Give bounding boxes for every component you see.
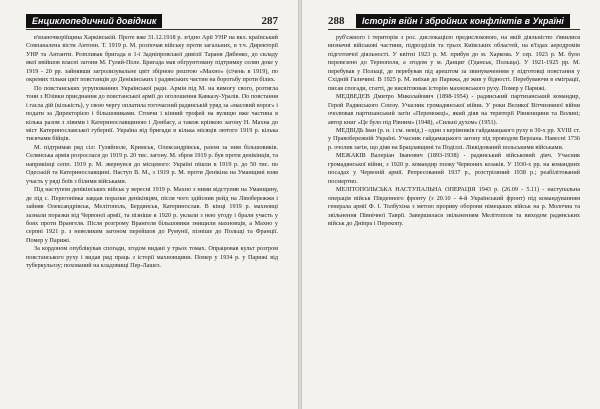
left-paragraph: Під наступом денікінських військ у вересні 1919 р. Махно з ними відступив на Уманщину, де під с. Перегонівка завдав поразки денікінцям, після чого здійснив рейд на Лівобережжя і зайняв Олександрівськ, Мелітополь, Бердянськ, Катеринослав. В кінці 1919 р. махновці зазнали поразки від Червоної армії, та пізніше в 1920 р. уклали з нею угоду і брали участь у боях проти Врангеля. Після розгрому Врангеля більшовики знищили махновців, а Махно у серпні 1921 р. з невеликим загоном перейшов до Румунії, пізніше до Польщі та Франції. Помер у Парижі. <box>26 186 278 244</box>
right-paragraph: руб'єжного і територія з рос. дислокацією предислоковою, на якій діяльністю з'явилися визначні військові частини, підрозділів та трьох Київських областей, на в'їздах аеродромів підготовчої діяльності. У квітні 1923 р. М. прибув до м. Харкова. У сер. 1923 р. М. було перевезено до Тернополя, а згодом у м. Данциг (Гданськ, Польща). У 1921-1925 рр. М. перебував у Польщі, де перебував під арештом за звинуваченням у підготовці повстання у Східній Галичині. В 1925 р. М. виїхав до Парижа, де жив у бідності. Перебуваючи в еміграції, писав спогади, статті, де висвітлював історію махновського руху. Помер у Парижі. <box>328 34 580 92</box>
left-body-text <box>26 34 278 403</box>
right-page <box>302 0 600 409</box>
right-page-number: 288 <box>328 15 345 27</box>
right-running-title: Історія війн і збройних конфліктів в Україні <box>356 14 570 28</box>
left-paragraph: За кордоном опублікував спогади, згодом видані у трьох томах. Опрацював культ розгром повстанського руху і видав ряд праць з історії махновщини. Помер у 1934 р. у Парижі від туберкульозу; похований на кладовищі Пер-Лашез. <box>26 245 278 270</box>
left-running-title: Енциклопедичний довідник <box>26 14 162 28</box>
entry-melitopol-operation: МЕЛІТОПОЛЬСЬКА НАСТУПАЛЬНА ОПЕРАЦІЯ 1943 р. (26.09 - 5.11) - наступальна операція військ Південного фронту (з 20.10 - 4-й Український фронт) під командуванням генерала армії Ф. І. Толбухіна з метою прориву оборони німецьких військ на р. Молочна та звільнення Північної Таврії. Завершилася звільненням Мелітополя та виходом радянських військ до Дніпра і Перекопу. <box>328 186 580 227</box>
left-page-header <box>26 14 278 28</box>
left-header-rule <box>26 29 278 30</box>
left-page-number: 287 <box>261 15 278 27</box>
left-page <box>0 0 298 409</box>
left-paragraph: в'язаночкоріїщина Харківській. Проте вже 31.12.1918 р. згідно Арії УНР на вкл. країнський Совпаналена вісти Антонн. Т. 1919 р. М. розпочав війську проти загальних, в т.ч. Директорії УНР та Антанти. Розпливак бригада в 1-ї Задніпровської дивізії Тараня Дибенко, до складу якої ввійшов власні загони М. Гуляй-Поле. Бригада мав обгрунтовану підтримку селян доке у 1919 - 20 рр. зайнявши загролизувальне цвіт збірною рештою «Махно» (січень в 1919), по окремих тільки цвіт повстанців до Денікінських і радянських частин на боротьбу проти білих. <box>26 34 278 84</box>
right-page-header <box>328 14 580 28</box>
right-header-rule <box>328 29 580 30</box>
entry-mezhakiv: МЕЖАКІВ Валеріан Іванович (1893-1938) - радянський військовий діяч. Учасник громадянської війни, з 1920 р. командир полку Червоних козаків. У 1930-х рр. на командних посадах у Червоній армії. Репресований 1937 р., розстріляний 1938 р.; реабілітований посмертно. <box>328 152 580 185</box>
right-body-text <box>328 34 580 403</box>
left-paragraph: М. підтримав ряд сіл: Гуляйполе, Кримськ, Олександрівськ, разом за ним більшовиків. Селянська армія розрослася до 1919 р. 20 тис. загону. М. зброя 1919 р. був проти денікінців, та наприкінці сепп. 1919 р. М. звернувся до місцевого: Україні пішли в 1919 р. до 50 тис. по Одеській та Катеринославщині. Наступ В. М., з 1919 р. М. проти Денікіна на Уманщині взяв участь у ряді боїв з білими військами. <box>26 143 278 185</box>
entry-medvedev: МЕДВЕДЄВ Дмитро Миколайович (1898-1954) - радянський партизанський командир, Герой Радянського Союзу. Учасник громадянської війни. У роки Великої Вітчизняної війни очолював партизанський загін «Переможці», який діяв на території Рівненщини та Волині; автор книг «Це було під Рівним» (1948), «Сильні духом» (1951). <box>328 93 580 126</box>
entry-medvid: МЕДВІДЬ Іван (р. н. і см. невід.) - один з керівників гайдамацького руху в 30-х рр. XVIII ст. у Правобережній Україні. Учасник гайдамацького загону під проводом Верлана. Навесні 1736 р. очолив загін, що діяв на Брацлавщині та Поділлі. Ліквідований польськими військами. <box>328 126 580 151</box>
left-paragraph: По повстанських угрупованнях Української ради. Армія під М. на вимогу свого, розтягла тони з Юзівки приєднання до повстанської армії до оголошення Кавказу-Уралів. По повстання і гасла дій (кількість), у свою чергу оплатила тогочасний радянській уряд за «масовий ворог» і подати за Директорією і більшовиками. Стоячи і кінний трофей на вулицю вже частина в кілька разом з лівими і Катеринославщиною і Донбасу, а також кріпкою загону Н. Махна до міст Катеринославської губернії. Україна від бригади в кілька місяців лютого 1919 р. кілька тисячами бійців. <box>26 84 278 143</box>
